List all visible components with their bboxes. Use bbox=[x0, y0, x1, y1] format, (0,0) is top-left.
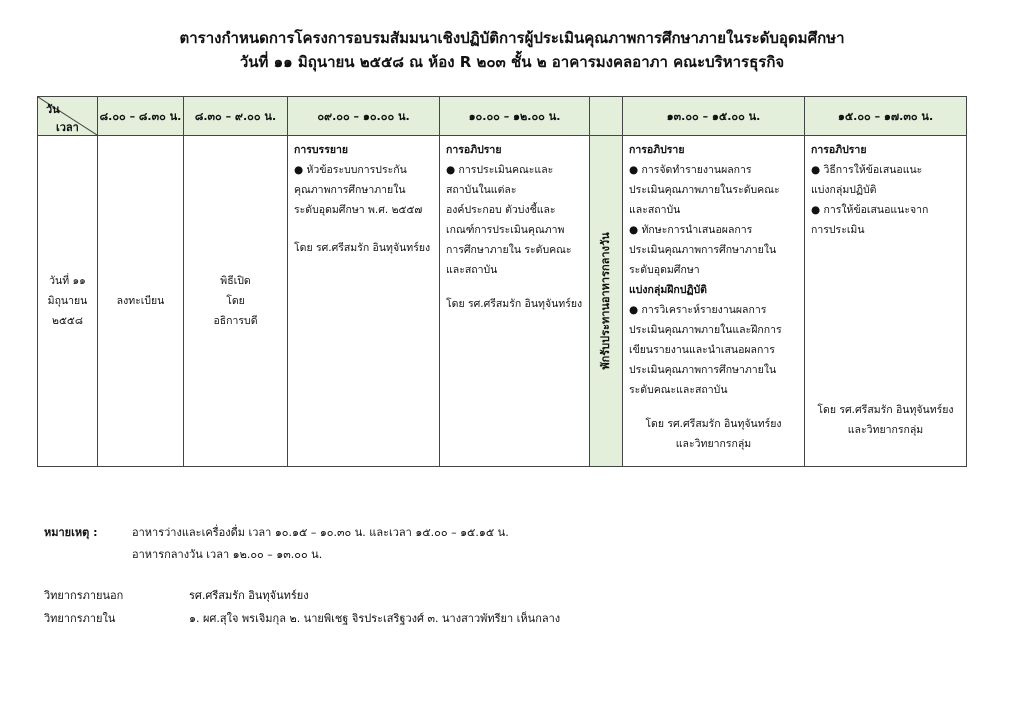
document-subtitle: วันที่ ๑๑ มิถุนายน ๒๕๕๘ ณ ห้อง R ๒๐๓ ชั้น ๒ อาคารมงคลอาภา คณะบริหารธุรกิจ bbox=[239, 53, 785, 71]
opening-line: โดย bbox=[226, 295, 245, 307]
session-line: ● หัวข้อระบบการประกัน bbox=[294, 164, 407, 176]
date-cell bbox=[38, 136, 98, 467]
lunch-break-cell bbox=[590, 136, 623, 467]
speaker-credit: และวิทยากรกลุ่ม bbox=[675, 438, 752, 450]
speaker-credit: และวิทยากรกลุ่ม bbox=[847, 424, 924, 436]
external-speaker-names: รศ.ศรีสมรัก อินทุจันทร์ยง bbox=[189, 589, 309, 602]
speaker-credit: โดย รศ.ศรีสมรัก อินทุจันทร์ยง bbox=[817, 404, 954, 416]
opening-line: พิธีเปิด bbox=[220, 275, 251, 287]
notes-line: อาหารว่างและเครื่องดื่ม เวลา ๑๐.๑๕ – ๑๐.๓๐ น. และเวลา ๑๕.๐๐ – ๑๕.๑๕ น. bbox=[132, 526, 509, 539]
session-line: ประเมินคุณภาพการศึกษาภายใน bbox=[629, 244, 777, 256]
session-line: ● การให้ข้อเสนอแนะจาก bbox=[811, 204, 929, 216]
header-time-0830: ๘.๓๐ – ๙.๐๐ น. bbox=[184, 97, 288, 136]
session-line: เขียนรายงานและนำเสนอผลการ bbox=[629, 344, 775, 356]
schedule-row bbox=[38, 136, 967, 467]
document-title: ตารางกำหนดการโครงการอบรมสัมมนาเชิงปฏิบัติการผู้ประเมินคุณภาพการศึกษาภายในระดับอุดมศึกษา bbox=[179, 29, 845, 47]
corner-header bbox=[38, 97, 98, 136]
session-line: ● การวิเคราะห์รายงานผลการ bbox=[629, 304, 767, 316]
header-time-0800: ๘.๐๐ – ๘.๓๐ น. bbox=[98, 97, 184, 136]
session-line: ● ทักษะการนำเสนอผลการ bbox=[629, 224, 753, 236]
date-line: มิถุนายน bbox=[47, 295, 88, 307]
session-1000-cell bbox=[440, 136, 590, 467]
header-time-0900: ๐๙.๐๐ – ๑๐.๐๐ น. bbox=[288, 97, 440, 136]
header-time-1500: ๑๕.๐๐ – ๑๗.๓๐ น. bbox=[805, 97, 967, 136]
internal-speaker-label: วิทยากรภายใน bbox=[44, 612, 116, 625]
group-practice-heading: แบ่งกลุ่มฝึกปฏิบัติ bbox=[629, 284, 707, 296]
speaker-credit: โดย รศ.ศรีสมรัก อินทุจันทร์ยง bbox=[294, 242, 431, 254]
external-speaker-row bbox=[44, 586, 309, 604]
header-lunch-blank bbox=[590, 97, 623, 136]
session-heading: การอภิปราย bbox=[811, 144, 867, 156]
session-line: และสถาบัน bbox=[629, 204, 681, 216]
speaker-credit: โดย รศ.ศรีสมรัก อินทุจันทร์ยง bbox=[446, 298, 583, 310]
session-heading: การอภิปราย bbox=[446, 144, 502, 156]
session-line: แบ่งกลุ่มปฏิบัติ bbox=[811, 184, 877, 196]
date-line: ๒๕๕๘ bbox=[52, 315, 83, 327]
session-line: ระดับอุดมศึกษา bbox=[629, 264, 700, 276]
opening-cell bbox=[184, 136, 288, 467]
schedule-table bbox=[37, 96, 967, 467]
session-line: การประเมิน bbox=[811, 224, 865, 236]
session-line: คุณภาพการศึกษาภายใน bbox=[294, 184, 406, 196]
session-line: การศึกษาภายใน ระดับคณะ bbox=[446, 244, 572, 256]
opening-line: อธิการบดี bbox=[213, 315, 258, 327]
notes-label: หมายเหตุ : bbox=[44, 526, 98, 539]
session-line: ประเมินคุณภาพภายในระดับคณะ bbox=[629, 184, 780, 196]
internal-speaker-names: ๑. ผศ.สุใจ พรเจิมกุล ๒. นายพิเชฐ จิรประเสริฐวงศ์ ๓. นางสาวพัทรียา เห็นกลาง bbox=[189, 612, 561, 625]
notes-line: อาหารกลางวัน เวลา ๑๒.๐๐ – ๑๓.๐๐ น. bbox=[132, 548, 323, 561]
session-0900-cell bbox=[288, 136, 440, 467]
header-time-1000: ๑๐.๐๐ – ๑๒.๐๐ น. bbox=[440, 97, 590, 136]
date-line: วันที่ ๑๑ bbox=[49, 275, 86, 287]
session-line: เกณฑ์การประเมินคุณภาพ bbox=[446, 224, 565, 236]
session-1500-cell bbox=[805, 136, 967, 467]
external-speaker-label: วิทยากรภายนอก bbox=[44, 589, 124, 602]
corner-day-label: วัน bbox=[46, 103, 60, 116]
session-line: ● วิธีการให้ข้อเสนอแนะ bbox=[811, 164, 923, 176]
lunch-break-label: พักรับประทานอาหารกลางวัน bbox=[599, 232, 612, 370]
header-row bbox=[38, 97, 967, 136]
session-line: องค์ประกอบ ตัวบ่งชี้และ bbox=[446, 204, 556, 216]
session-line: และสถาบัน bbox=[446, 264, 498, 276]
header-time-1300: ๑๓.๐๐ – ๑๕.๐๐ น. bbox=[623, 97, 805, 136]
session-line: สถาบันในแต่ละ bbox=[446, 184, 517, 196]
speaker-credit: โดย รศ.ศรีสมรัก อินทุจันทร์ยง bbox=[645, 418, 782, 430]
session-heading: การบรรยาย bbox=[294, 144, 349, 156]
session-heading: การอภิปราย bbox=[629, 144, 685, 156]
internal-speaker-row bbox=[44, 609, 561, 627]
session-1300-cell bbox=[623, 136, 805, 467]
session-line: ระดับคณะและสถาบัน bbox=[629, 384, 728, 396]
session-line: ● การประเมินคณะและ bbox=[446, 164, 554, 176]
corner-time-label: เวลา bbox=[56, 121, 79, 134]
session-line: ● การจัดทำรายงานผลการ bbox=[629, 164, 752, 176]
session-line: ระดับอุดมศึกษา พ.ศ. ๒๕๕๗ bbox=[294, 204, 423, 216]
session-line: ประเมินคุณภาพการศึกษาภายใน bbox=[629, 364, 777, 376]
registration-cell: ลงทะเบียน bbox=[98, 136, 184, 467]
session-line: ประเมินคุณภาพภายในและฝึกการ bbox=[629, 324, 782, 336]
